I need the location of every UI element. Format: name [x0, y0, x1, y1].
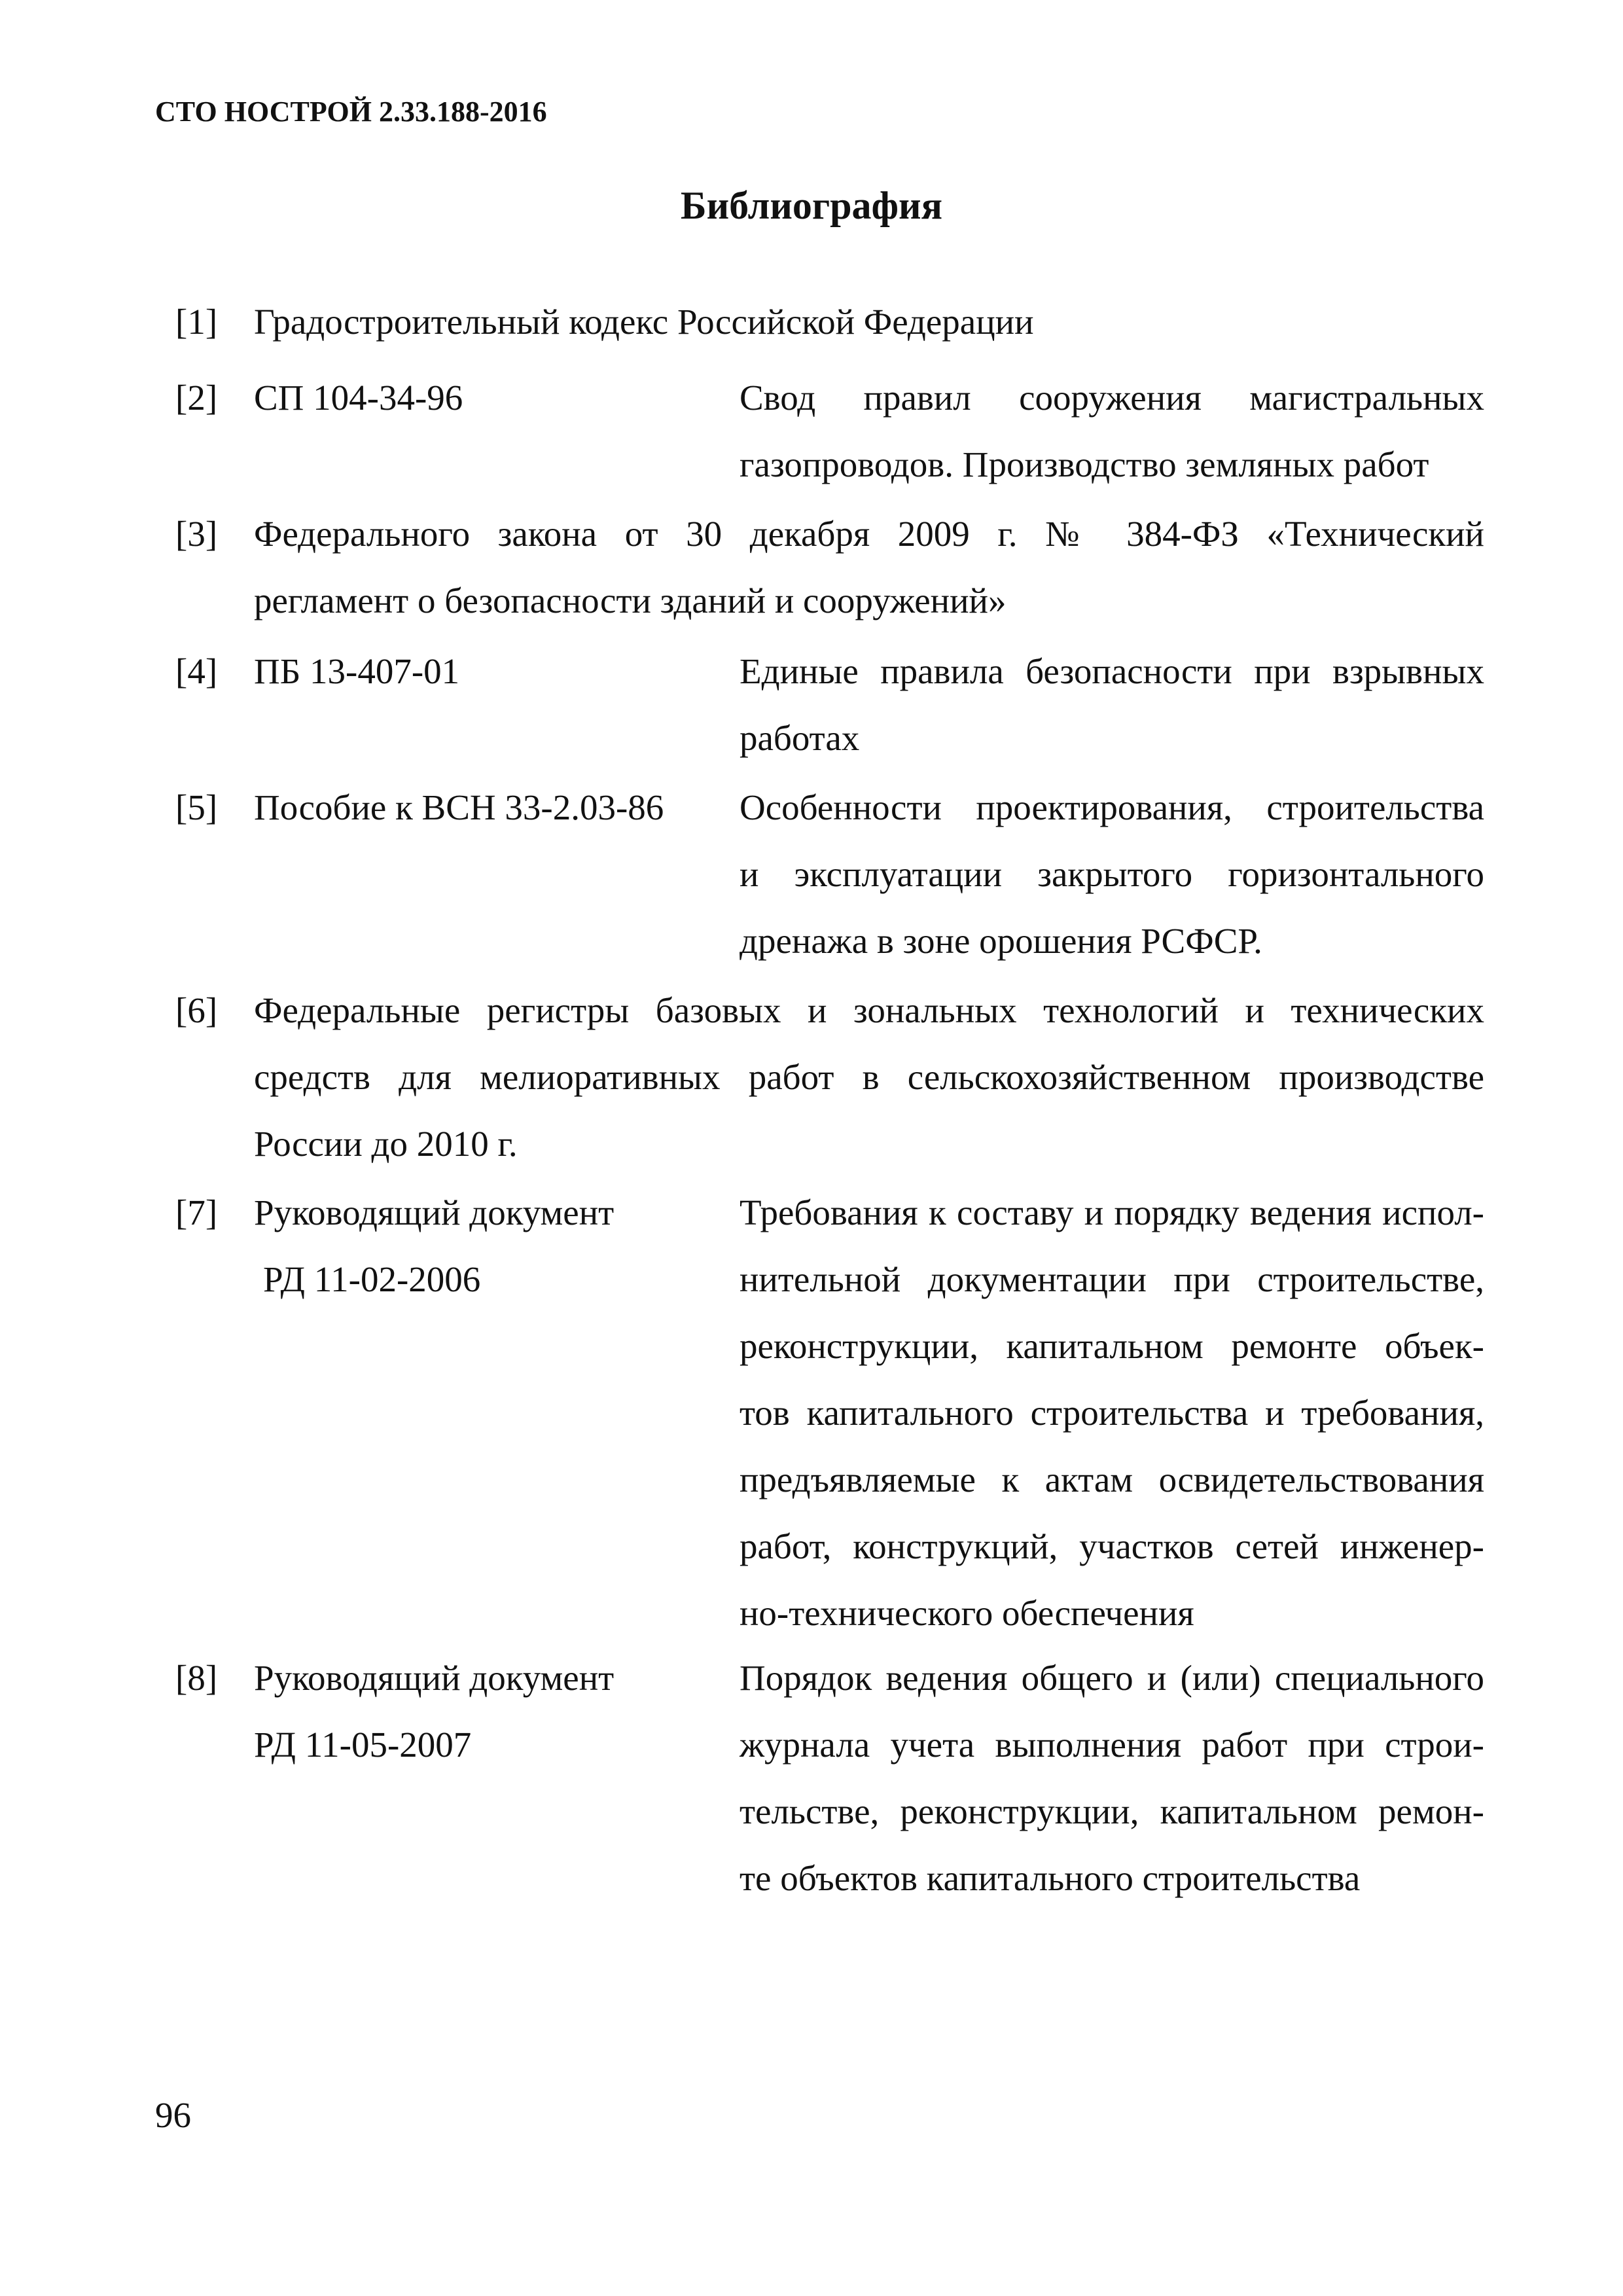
- entry-text: Федерального закона от 30 декабря 2009 г. № 384-ФЗ «Технический регламент о безопасности зданий и сооружений»: [254, 514, 1484, 620]
- entry-description: Особенности проектирования, строительства и эксплуатации закрытого горизонтального дренажа в зоне орошения РСФСР.: [740, 787, 1484, 961]
- entry-description: Порядок ведения общего и (или) специального журнала учета выполнения работ при строи- тельстве, реконструкции, капитальном ремон- те объектов капитального строительства: [740, 1658, 1484, 1898]
- entry-number: [8]: [175, 1658, 218, 1698]
- entry-code: Руководящий документ РД 11-02-2006: [254, 1193, 615, 1299]
- entry-number: [1]: [175, 302, 218, 342]
- entry-number: [3]: [175, 514, 218, 554]
- page-number: 96: [155, 2095, 191, 2135]
- entry-description: Свод правил сооружения магистральных газопроводов. Производство земляных работ: [740, 378, 1484, 484]
- entry-text: Федеральные регистры базовых и зональных технологий и технических средств для мелиоративных работ в сельскохозяйственном производстве России до 2010 г.: [254, 990, 1484, 1164]
- entry-code: ПБ 13-407-01: [254, 651, 460, 691]
- document-code-header: СТО НОСТРОЙ 2.33.188-2016: [155, 96, 547, 128]
- entry-number: [7]: [175, 1193, 218, 1232]
- entry-number: [6]: [175, 990, 218, 1030]
- entry-code: Руководящий документ РД 11-05-2007: [254, 1658, 615, 1765]
- entry-number: [5]: [175, 787, 218, 827]
- entry-number: [4]: [175, 651, 218, 691]
- entry-description: Единые правила безопасности при взрывных работах: [740, 651, 1484, 758]
- entry-code: СП 104-34-96: [254, 378, 463, 418]
- entry-text: Градостроительный кодекс Российской Федерации: [254, 302, 1034, 342]
- entry-code: Пособие к ВСН 33-2.03-86: [254, 787, 664, 827]
- entry-description: Требования к составу и порядку ведения испол- нительной документации при строительстве, реконструкции, капитальном ремонте объек- тов капитального строительства и требования, предъявляемые к актам освидетельствования работ, конструкций, участков сетей инженер- но-технического обеспечения: [740, 1193, 1484, 1633]
- page-title: Библиография: [680, 184, 943, 227]
- entry-number: [2]: [175, 378, 218, 418]
